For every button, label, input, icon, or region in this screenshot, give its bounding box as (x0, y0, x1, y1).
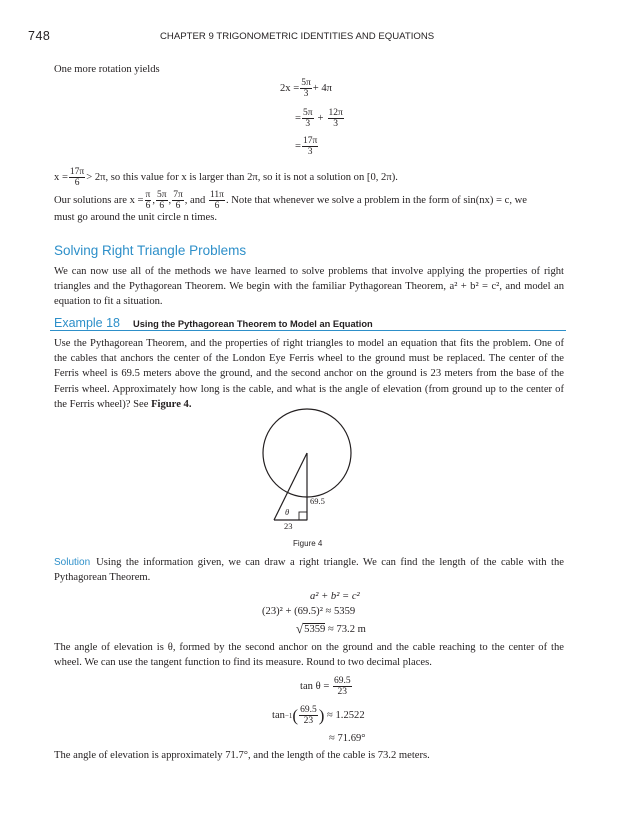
solutions-suffix: . Note that whenever we solve a problem in the form of sin(nx) = c, we (225, 195, 527, 206)
sqrt-radicand: 5359 (304, 624, 326, 635)
example-header (54, 316, 564, 332)
x-value-line (54, 167, 398, 188)
solution-3: $\frac{7\pi}{6}$ (173, 190, 183, 211)
section-paragraph: We can now use all of the methods we have learned to solve problems that involve applying the properties of right triangles and the Pythagorean Theorem. We begin with the familiar Pythagorean Theorem, a² + b² = c², and model an equation to fit a situation. (54, 266, 564, 308)
base-label: 23 (284, 521, 293, 531)
example-rule (50, 330, 566, 331)
example-problem (54, 336, 564, 412)
solution-text: Using the information given, we can draw a right triangle. We can find the length of the cable with the Pythagorean Theorem. (54, 557, 564, 584)
figure-caption: Figure 4 (293, 539, 323, 548)
tan-fraction: $\frac{69.5}{23}$ (333, 676, 351, 697)
sqrt-rest: ≈ 73.2 m (327, 623, 366, 635)
conclusion: The angle of elevation is approximately 71.7°, and the length of the cable is 73.2 meters. (54, 750, 430, 761)
x-line-fraction: $\frac{17\pi}{6}$ (69, 167, 85, 188)
eq3-fraction: $\frac{17\pi}{3}$ (302, 136, 318, 157)
square-root-result (296, 621, 366, 637)
eq1-fraction: $\frac{5\pi}{3}$ (301, 78, 311, 99)
sqrt-symbol: √ (296, 621, 304, 636)
solution-paragraph (54, 555, 564, 585)
solution-2: $\frac{5\pi}{6}$ (157, 190, 167, 211)
section-heading: Solving Right Triangle Problems (54, 243, 247, 258)
rotation-text: One more rotation yields (54, 64, 160, 75)
x-line-text: > 2π, so this value for x is larger than 2π, so it is not a solution on [0, 2π). (86, 172, 398, 183)
angle-label: θ (285, 507, 290, 517)
eq1-rest: + 4π (312, 83, 333, 94)
solutions-line: Our solutions are x = $\frac{\pi}{6}$ , $\frac{5\pi}{6}$ , $\frac{7\pi}{6}$ , and $\frac{11\pi}{6}$ . Note that whenever we solve a problem in the form of sin(nx) = c, we (54, 190, 527, 211)
right-angle-marker (299, 512, 307, 520)
angle-paragraph: The angle of elevation is θ, formed by the second anchor on the ground and the cable reaching to the center of the wheel. We can use the tangent function to find its measure. Round to two decimal places. (54, 642, 564, 669)
x-line-lhs: x = (54, 172, 68, 183)
pythagorean-substitution: (23)² + (69.5)² ≈ 5359 (262, 606, 356, 617)
example-problem-text: Use the Pythagorean Theorem, and the properties of right triangles to model an equation that fits the problem. One of the cables that anchors the center of the London Eye Ferris wheel to the ground must be replaced. The center of the Ferris wheel is 69.5 meters above the ground, and the second anchor on the ground is 23 meters from the base of the Ferris wheel. Approximately how long is the cable, and what is the angle of elevation (from ground up to the center of the Ferris wheel)? See (54, 338, 564, 410)
solution-1: $\frac{\pi}{6}$ (145, 190, 151, 211)
pythagorean-equation: a² + b² = c² (310, 591, 360, 602)
equation-2x (280, 78, 332, 99)
chapter-label: CHAPTER 9 (160, 31, 214, 42)
tan-lhs: tan θ = (300, 681, 330, 692)
atan-fraction: $\frac{69.5}{23}$ (300, 705, 317, 726)
example-label: Example 18 (54, 316, 121, 330)
eq2-equals: = (295, 113, 301, 124)
chapter-title: TRIGONOMETRIC IDENTITIES AND EQUATIONS (216, 31, 435, 42)
solution-4: $\frac{11\pi}{6}$ (210, 190, 224, 211)
atan-rest: ≈ 1.2522 (327, 710, 365, 721)
running-header (160, 31, 434, 42)
ferris-wheel-figure (255, 408, 365, 538)
equation-step2 (295, 108, 345, 129)
inverse-tangent-equation: tan −1 ( $\frac{69.5}{23}$ ) ≈ 1.2522 (272, 705, 365, 726)
solutions-and: , and (184, 195, 206, 206)
example-title: Using the Pythagorean Theorem to Model an Equation (133, 319, 373, 329)
eq2-plus: + (317, 113, 324, 124)
solutions-prefix: Our solutions are x = (54, 195, 144, 206)
height-label: 69.5 (310, 496, 325, 506)
solutions-line2: must go around the unit circle n times. (54, 212, 217, 223)
atan-paren-close: ) (318, 705, 325, 725)
eq1-lhs: 2x = (280, 83, 300, 94)
tangent-equation (300, 676, 353, 697)
eq2-fraction2: $\frac{12\pi}{3}$ (328, 108, 343, 129)
degree-result: ≈ 71.69° (329, 733, 366, 744)
page-number: 748 (28, 29, 51, 43)
equation-step3 (295, 136, 319, 157)
atan-paren-open: ( (292, 705, 299, 725)
figure-reference: Figure 4. (151, 398, 192, 410)
eq3-equals: = (295, 141, 301, 152)
atan-lhs: tan (272, 710, 285, 721)
solution-label: Solution (54, 557, 91, 568)
eq2-fraction1: $\frac{5\pi}{3}$ (302, 108, 313, 129)
